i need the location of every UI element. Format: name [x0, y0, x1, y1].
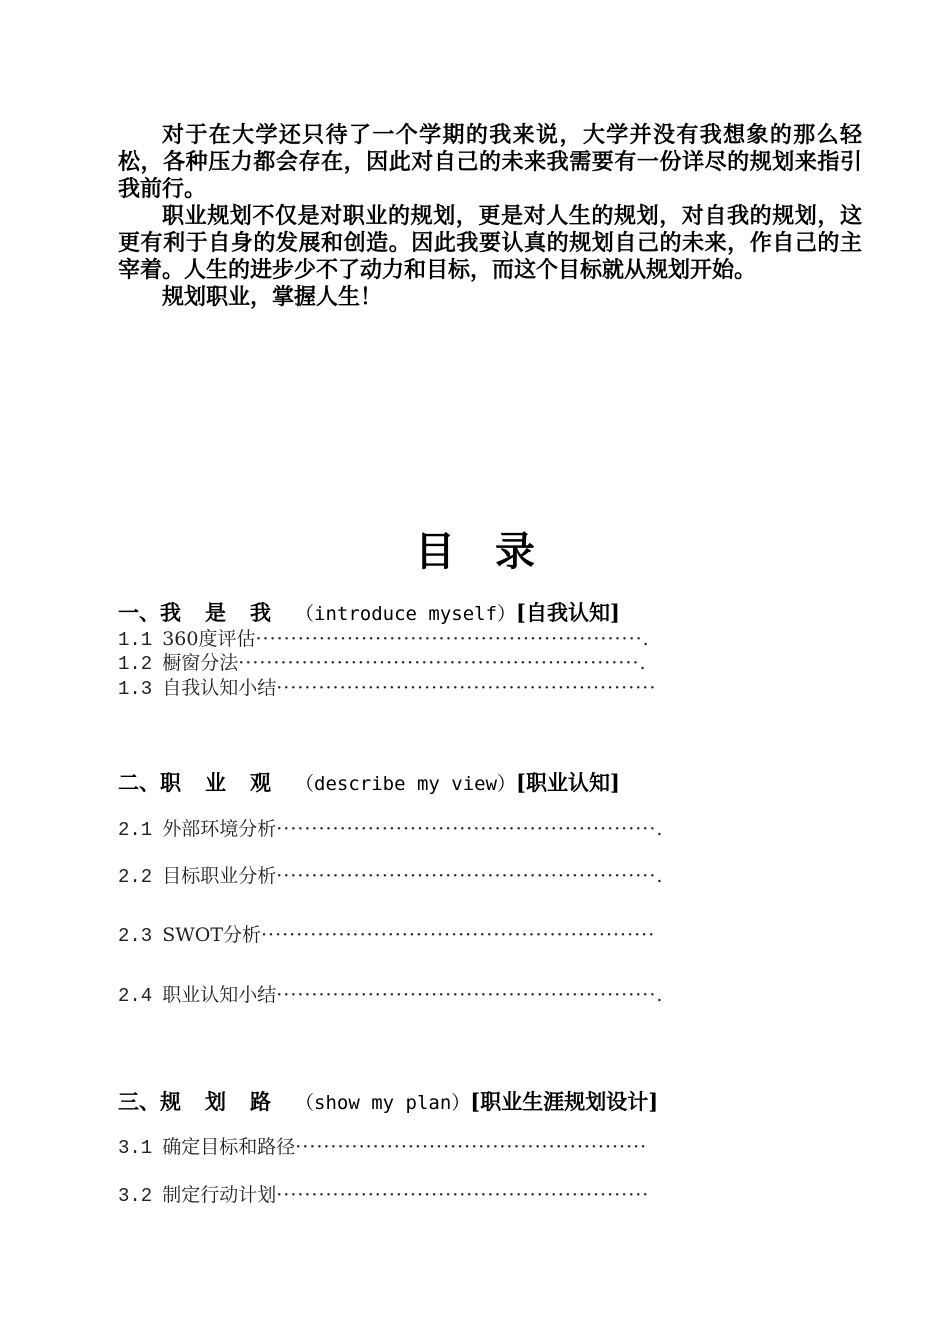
item-number: 1.1 [118, 629, 153, 651]
section-english: （show my plan） [295, 1092, 471, 1114]
item-label: 目标职业分析 [162, 865, 277, 887]
toc-item-3-1[interactable] [118, 1132, 768, 1159]
item-leader-dots: ······················································. [276, 865, 664, 887]
toc-section-3 [118, 1086, 658, 1116]
item-label: 职业认知小结 [162, 984, 277, 1006]
section-number: 二、 [118, 770, 160, 795]
item-number: 2.1 [118, 819, 153, 841]
toc-item-2-2[interactable] [118, 861, 768, 888]
item-label: 确定目标和路径 [162, 1136, 296, 1158]
item-number: 2.4 [118, 985, 153, 1007]
item-number: 2.3 [118, 925, 153, 947]
intro-paragraph-1: 对于在大学还只待了一个学期的我来说，大学并没有我想象的那么轻松，各种压力都会存在，因此对自己的未来我需要有一份详尽的规划来指引我前行。 [118, 122, 862, 202]
item-number: 1.2 [118, 653, 153, 675]
toc-item-3-2[interactable] [118, 1180, 768, 1207]
section-name: 我是我 [160, 600, 295, 625]
section-english: （describe my view） [295, 773, 517, 795]
item-leader-dots: ····················································· [276, 1184, 650, 1206]
item-label: 自我认知小结 [162, 677, 277, 699]
toc-title: 目录 [415, 528, 575, 575]
item-leader-dots: ·························································. [238, 652, 647, 674]
item-leader-dots: ·················································· [295, 1136, 648, 1158]
section-number: 一、 [118, 600, 160, 625]
item-leader-dots: ······················································. [276, 984, 664, 1006]
item-leader-dots: ······················································. [276, 818, 664, 840]
section-tag: [职业生涯规划设计] [470, 1089, 659, 1114]
intro-text [118, 122, 862, 311]
section-english: （introduce myself） [295, 603, 517, 625]
toc-section-1 [118, 597, 620, 627]
toc-item-2-1[interactable] [118, 814, 768, 841]
item-number: 1.3 [118, 678, 153, 700]
toc-item-2-3[interactable] [118, 920, 768, 947]
toc-section-2 [118, 767, 620, 797]
intro-paragraph-3: 规划职业，掌握人生！ [162, 284, 383, 310]
intro-paragraph-2: 职业规划不仅是对职业的规划，更是对人生的规划，对自我的规划，这更有利于自身的发展和创造。因此我要认真的规划自己的未来，作自己的主宰着。人生的进步少不了动力和目标，而这个目标就从规划开始。 [118, 203, 862, 283]
toc-item-2-4[interactable] [118, 980, 768, 1007]
section-number: 三、 [118, 1089, 160, 1114]
section-name: 职业观 [160, 770, 295, 795]
item-leader-dots: ·······················································. [255, 628, 650, 650]
item-label: 橱窗分法 [162, 652, 239, 674]
item-number: 3.2 [118, 1185, 153, 1207]
item-number: 3.1 [118, 1137, 153, 1159]
item-leader-dots: ························································ [261, 924, 656, 946]
section-name: 规划路 [160, 1089, 295, 1114]
item-label: 制定行动计划 [162, 1184, 277, 1206]
toc-item-1-2[interactable] [118, 648, 768, 675]
item-label: 360度评估 [162, 628, 256, 650]
item-number: 2.2 [118, 866, 153, 888]
item-label: 外部环境分析 [162, 818, 277, 840]
section-tag: [职业认知] [516, 770, 620, 795]
item-leader-dots: ······················································ [276, 677, 657, 699]
item-label: SWOT分析 [162, 924, 262, 946]
toc-item-1-1[interactable] [118, 624, 768, 651]
toc-item-1-3[interactable] [118, 673, 768, 700]
section-tag: [自我认知] [516, 600, 620, 625]
